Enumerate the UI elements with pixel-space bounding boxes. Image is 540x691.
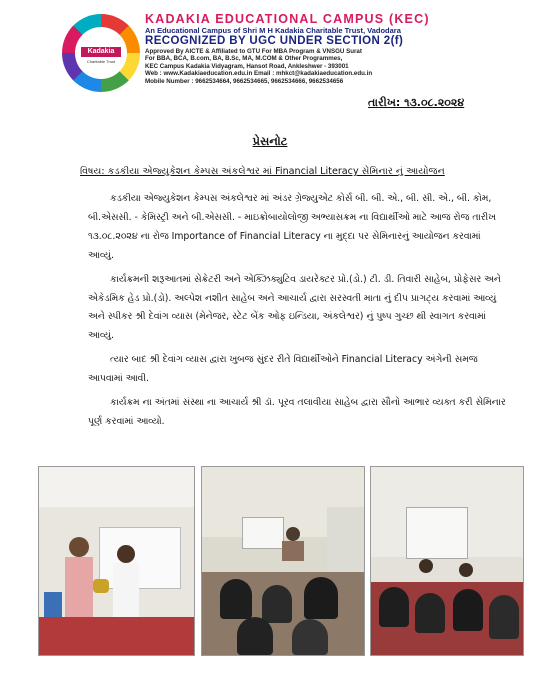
letterhead-text <box>145 12 535 85</box>
press-note-body <box>88 190 508 437</box>
ugc-recognition: RECOGNIZED BY UGC UNDER SECTION 2(f) <box>145 35 404 47</box>
logo-center <box>75 27 127 79</box>
photo-speaker-welcome <box>38 466 195 656</box>
programmes-line: For BBA, BCA, B.com, BA, B.Sc, MA, M.COM & Other Programmes, <box>145 55 343 63</box>
kadakia-logo <box>62 14 140 92</box>
press-note-heading: પ્રેસનોટ <box>252 134 288 148</box>
campus-subtitle: An Educational Campus of Shri M H Kadakia Charitable Trust, Vadodara <box>145 26 401 35</box>
web-email-line: Web : www.Kadakiaeducation.edu.in Email : mhkct@kadakiaeducation.edu.in <box>145 70 373 78</box>
paragraph: કડકીયા એજ્યુકેશન કેમ્પસ અંકલેશ્વર માં અંડર ગ્રેજ્યુએટ કોર્સ બી. બી. એ., બી. સી. એ., બી. કોમ, બી.એસસી. - કેમિસ્ટ્રી અને બી.એસસી. - માઇક્રોબાયોલોજી અભ્યાસક્રમ ના વિદ્યાર્થીઓ માટે આજ રોજ તારીખ ૧૩.૦૮.૨૦૨૪ ના રોજ Importance of Financial Literacy ના મુદ્દા પર સેમિનારનું આયોજન કરવામાં આવ્યું. <box>88 193 496 261</box>
photo-classroom-speaker <box>201 466 365 656</box>
mobile-line: Mobile Number : 9662534664, 9662534665, 9662534666, 9662534656 <box>145 77 344 85</box>
campus-title: KADAKIA EDUCATIONAL CAMPUS (KEC) <box>145 12 430 26</box>
letterhead <box>0 0 540 92</box>
subject-line: વિષય: કડકીયા એજ્યુકેશન કેમ્પસ અંકલેશ્વર માં Financial Literacy સેમિનાર નું આયોજન <box>80 166 445 177</box>
approval-line: Approved By AICTE & Affiliated to GTU For MBA Program & VNSGU Surat <box>145 48 362 55</box>
logo-tagline: Charitable Trust <box>86 59 116 64</box>
photo-audience <box>370 466 524 656</box>
press-note-date: તારીખ: ૧૩.૦૮.૨૦૨૪ <box>368 96 465 109</box>
logo-name: Kadakia <box>81 47 121 57</box>
paragraph: કાર્યક્રમની શરૂઆતમાં સેક્રેટરી અને એક્ઝિક્યુટિવ ડાયરેક્ટર પ્રો.(ડો.) ટી. ડી. તિવારી સાહેબ, પ્રોફેસર અને એકેડમિક હેડ પ્રો.(ડો). અલ્પેશ નશીત સાહેબ અને આચાર્ય દ્વારા સરસ્વતી માતા નું દીપ પ્રાગટ્ય કરવામાં આવ્યું અને સ્પીકર શ્રી દેવાંગ વ્યાસ (મેનેજર, સ્ટેટ બેંક ઓફ ઇન્ડિયા, અંકલેશ્વર) નું પુષ્પ ગુચ્છ થી સ્વાગત કરવામાં આવ્યું. <box>88 273 501 342</box>
address-line: KEC Campus Kadakia Vidyagram, Hansot Road, Ankleshwer - 393001 <box>145 62 349 70</box>
paragraph: ત્યાર બાદ શ્રી દેવાંગ વ્યાસ દ્વારા ખુબજ સુંદર રીતે વિદ્યાર્થીઓને Financial Literacy અંગેની સમજ આપવામાં આવી. <box>88 354 478 385</box>
paragraph: કાર્યક્રમ ના અંતમાં સંસ્થા ના આચાર્ય શ્રી ડૉ. પૂરવ તલાવીયા સાહેબ દ્વારા સૌનો આભાર વ્યક્ત કરી સેમિનાર પૂર્ણ કરવામાં આવ્યો. <box>88 397 506 427</box>
